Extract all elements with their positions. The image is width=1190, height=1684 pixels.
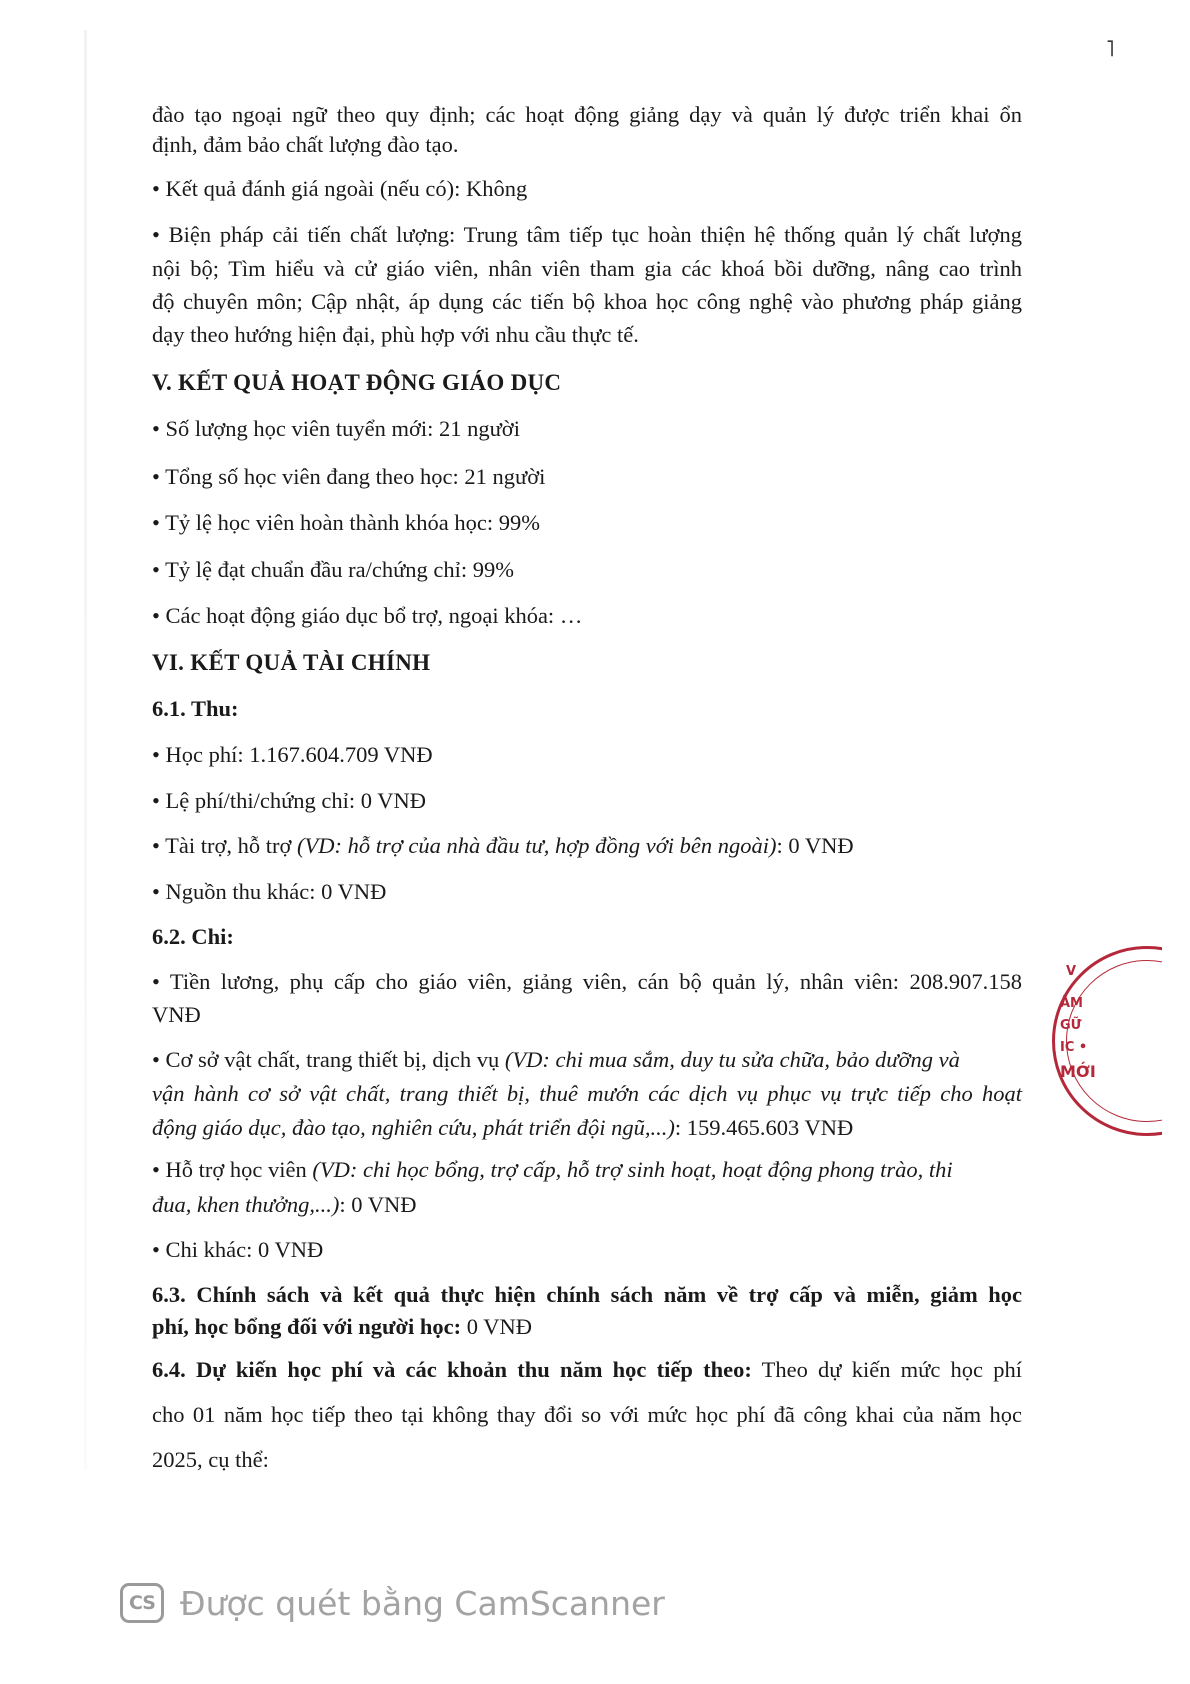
bullet-sponsorship: • Tài trợ, hỗ trợ (VD: hỗ trợ của nhà đầu tư, hợp đồng với bên ngoài): 0 VNĐ bbox=[152, 833, 854, 858]
subheading-forecast: 6.4. Dự kiến học phí và các khoản thu năm học tiếp theo: Theo dự kiến mức học phí bbox=[152, 1357, 1022, 1382]
camscanner-watermark bbox=[120, 1579, 665, 1627]
stamp-text: GỮ bbox=[1060, 1018, 1082, 1033]
section-heading-v: V. KẾT QUẢ HOẠT ĐỘNG GIÁO DỤC bbox=[152, 370, 562, 395]
red-seal-stamp bbox=[1052, 946, 1162, 1146]
corner-mark: ˥ bbox=[1106, 36, 1115, 61]
subheading-expenses: 6.2. Chi: bbox=[152, 924, 234, 949]
section-heading-vi: VI. KẾT QUẢ TÀI CHÍNH bbox=[152, 650, 431, 675]
stamp-text: MỚI bbox=[1060, 1062, 1096, 1081]
bullet-student-support: • Hỗ trợ học viên (VD: chi học bổng, trợ cấp, hỗ trợ sinh hoạt, hoạt động phong trào, thi bbox=[152, 1157, 953, 1182]
bullet-other-income: • Nguồn thu khác: 0 VNĐ bbox=[152, 879, 387, 904]
bullet-fees: • Lệ phí/thi/chứng chỉ: 0 VNĐ bbox=[152, 788, 426, 813]
bullet-output-standard: • Tỷ lệ đạt chuẩn đầu ra/chứng chỉ: 99% bbox=[152, 557, 515, 582]
bullet-extracurricular: • Các hoạt động giáo dục bổ trợ, ngoại khóa: … bbox=[152, 603, 583, 628]
subheading-policy: 6.3. Chính sách và kết quả thực hiện chính sách năm về trợ cấp và miễn, giảm học bbox=[152, 1282, 1022, 1307]
stamp-text: ÂM bbox=[1060, 996, 1083, 1011]
paragraph-line: dạy theo hướng hiện đại, phù hợp với nhu cầu thực tế. bbox=[152, 322, 639, 347]
paragraph-line: độ chuyên môn; Cập nhật, áp dụng các tiến bộ khoa học công nghệ vào phương pháp giảng bbox=[152, 289, 1022, 314]
bullet-other-expenses: • Chi khác: 0 VNĐ bbox=[152, 1237, 324, 1262]
scan-edge-shadow bbox=[84, 30, 87, 1470]
bullet-external-evaluation: • Kết quả đánh giá ngoài (nếu có): Không bbox=[152, 176, 528, 201]
camscanner-logo-icon: CS bbox=[120, 1583, 164, 1623]
paragraph-line: đua, khen thưởng,...): 0 VNĐ bbox=[152, 1192, 417, 1217]
paragraph-line: nội bộ; Tìm hiểu và cử giáo viên, nhân viên tham gia các khoá bồi dưỡng, nâng cao trình bbox=[152, 256, 1022, 281]
paragraph-line: đào tạo ngoại ngữ theo quy định; các hoạt động giảng dạy và quản lý được triển khai ổn bbox=[152, 102, 1022, 127]
paragraph-line: VNĐ bbox=[152, 1002, 201, 1027]
bullet-total-students: • Tổng số học viên đang theo học: 21 người bbox=[152, 464, 546, 489]
bullet-new-students: • Số lượng học viên tuyển mới: 21 người bbox=[152, 416, 520, 441]
camscanner-watermark-text: Được quét bằng CamScanner bbox=[180, 1583, 665, 1623]
paragraph-line: định, đảm bảo chất lượng đào tạo. bbox=[152, 132, 459, 157]
paragraph-line: phí, học bổng đối với người học: 0 VNĐ bbox=[152, 1314, 532, 1339]
paragraph-line: cho 01 năm học tiếp theo tại không thay đổi so với mức học phí đã công khai của năm học bbox=[152, 1402, 1022, 1427]
subheading-income: 6.1. Thu: bbox=[152, 696, 239, 721]
paragraph-line: 2025, cụ thể: bbox=[152, 1447, 269, 1472]
bullet-tuition: • Học phí: 1.167.604.709 VNĐ bbox=[152, 742, 433, 767]
paragraph-line: động giáo dục, đào tạo, nghiên cứu, phát triển đội ngũ,...): 159.465.603 VNĐ bbox=[152, 1115, 854, 1140]
bullet-completion-rate: • Tỷ lệ học viên hoàn thành khóa học: 99% bbox=[152, 510, 540, 535]
paragraph-line: vận hành cơ sở vật chất, trang thiết bị, thuê mướn các dịch vụ phục vụ trực tiếp cho hoạt bbox=[152, 1081, 1022, 1106]
stamp-text: V bbox=[1066, 964, 1077, 979]
bullet-quality-improvement: • Biện pháp cải tiến chất lượng: Trung tâm tiếp tục hoàn thiện hệ thống quản lý chất lượng bbox=[152, 222, 1022, 247]
bullet-facilities: • Cơ sở vật chất, trang thiết bị, dịch vụ (VD: chi mua sắm, duy tu sửa chữa, bảo dưỡng và bbox=[152, 1047, 960, 1072]
stamp-text: IC • bbox=[1060, 1040, 1088, 1055]
bullet-salaries: • Tiền lương, phụ cấp cho giáo viên, giảng viên, cán bộ quản lý, nhân viên: 208.907.158 bbox=[152, 969, 1022, 994]
